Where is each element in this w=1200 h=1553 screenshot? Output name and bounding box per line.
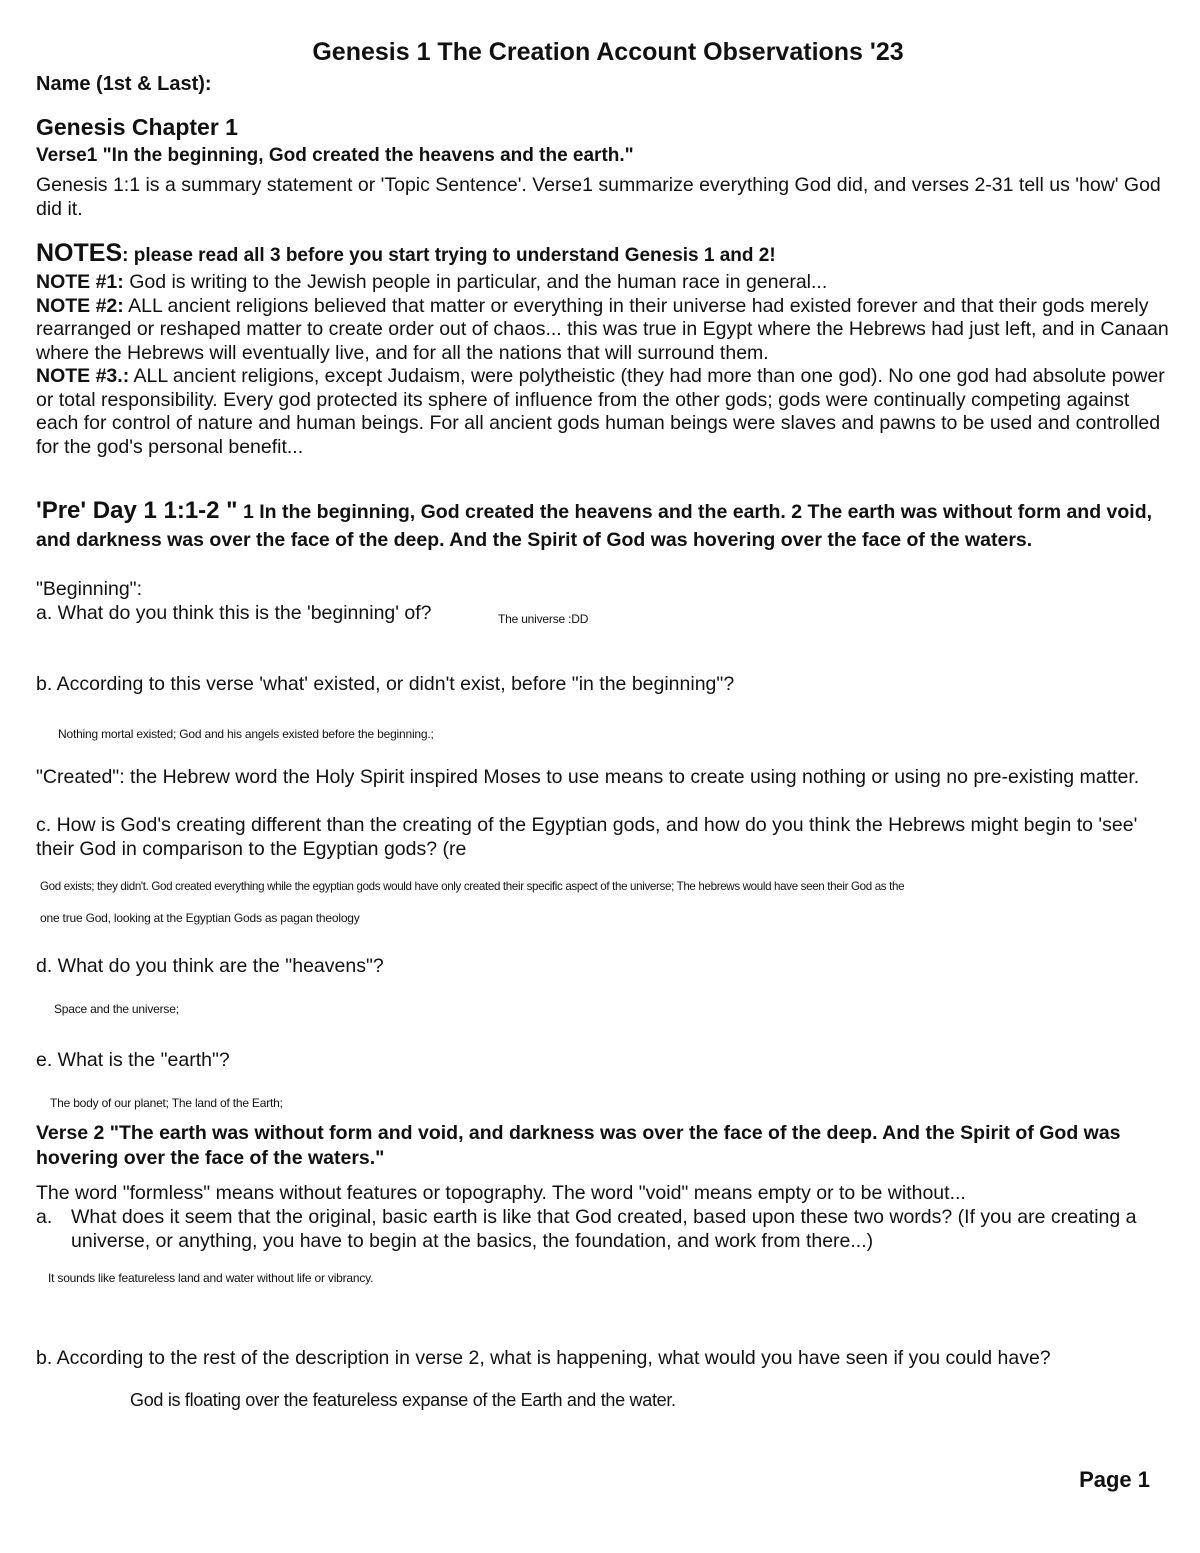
notes-heading-big: NOTES	[36, 239, 123, 267]
created-definition: "Created": the Hebrew word the Holy Spirit inspired Moses to use means to create using nothing or using no pre-existing matter.	[36, 766, 1140, 788]
note-3-label: NOTE #3.:	[36, 365, 130, 387]
verse2-answer-b: God is floating over the featureless expanse of the Earth and the water.	[130, 1390, 676, 1410]
document-title: Genesis 1 The Creation Account Observations '23	[312, 38, 904, 66]
note-1-text: God is writing to the Jewish people in particular, and the human race in general...	[123, 271, 828, 293]
answer-c-line2: one true God, looking at the Egyptian Gods as pagan theology	[40, 911, 360, 925]
answer-c-line1: God exists; they didn't. God created everything while the egyptian gods would have only created their specific aspect of the universe; The hebrews would have seen their God as the	[40, 880, 905, 893]
note-2-label: NOTE #2:	[36, 294, 124, 317]
summary-paragraph: Genesis 1:1 is a summary statement or 'Topic Sentence'. Verse1 summarize everything God did, and verses 2-31 tell us 'how' God did it.	[36, 174, 1161, 220]
question-c: c. How is God's creating different than the creating of the Egyptian gods, and how do you think the Hebrews might begin to 'see' their God in comparison to the Egyptian gods? (re	[36, 814, 1138, 860]
verse1-heading: Verse1 "In the beginning, God created the heavens and the earth."	[36, 145, 634, 166]
note-2-text: ALL ancient religions believed that matter or everything in their universe had existed forever and that their gods merely rearranged or reshaped matter to create order out of chaos... this was true in Egypt where the Hebrews had just left, and in Canaan where the Hebrews will eventually live, and for all the nations that will surround them.	[36, 294, 1169, 364]
verse2-question-b: b. According to the rest of the description in verse 2, what is happening, what would you have seen if you could have?	[36, 1347, 1051, 1369]
question-e: e. What is the "earth"?	[36, 1049, 230, 1071]
question-d: d. What do you think are the "heavens"?	[36, 955, 384, 977]
verse2-question-a-text: What does it seem that the original, basic earth is like that God created, based upon these two words? (If you are creating a universe, or anything, you have to begin at the basics, the foundation, and work from there...)	[71, 1206, 1137, 1252]
answer-d: Space and the universe;	[54, 1002, 179, 1016]
verse2-heading: Verse 2 "The earth was without form and void, and darkness was over the face of the deep. And the Spirit of God was hovering over the face of the waters."	[36, 1122, 1121, 1169]
verse2-answer-a: It sounds like featureless land and water without life or vibrancy.	[48, 1271, 374, 1285]
question-a: a. What do you think this is the 'beginning' of?	[36, 602, 432, 624]
pre-day-verse: 1 In the beginning, God created the heavens and the earth. 2 The earth was without form and void, and darkness was over the face of the deep. And the Spirit of God was hovering over the face of the waters.	[36, 501, 1153, 551]
note-1-label: NOTE #1:	[36, 271, 124, 293]
note-3	[36, 365, 1171, 459]
note-2	[36, 295, 1171, 366]
answer-b: Nothing mortal existed; God and his angels existed before the beginning.;	[58, 727, 434, 741]
chapter-heading: Genesis Chapter 1	[36, 114, 238, 140]
notes-section	[36, 238, 1171, 459]
notes-heading	[36, 238, 1171, 271]
notes-heading-rest: : please read all 3 before you start trying to understand Genesis 1 and 2!	[122, 245, 776, 266]
question-b: b. According to this verse 'what' existed, or didn't exist, before "in the beginning"?	[36, 673, 735, 695]
formless-definition: The word "formless" means without features or topography. The word "void" means empty or to be without...	[36, 1182, 966, 1204]
name-label: Name (1st & Last):	[36, 73, 212, 95]
list-marker: a.	[36, 1206, 53, 1228]
answer-a: The universe :DD	[498, 612, 589, 626]
pre-day-heading	[36, 498, 1176, 555]
note-1	[36, 271, 1171, 295]
pre-day-title: 'Pre' Day 1 1:1-2 "	[36, 497, 238, 524]
beginning-label: "Beginning":	[36, 578, 143, 600]
note-3-text: ALL ancient religions, except Judaism, were polytheistic (they had more than one god). No one god had absolute power or total responsibility. Every god protected its sphere of influence from the other gods; gods were continually competing against each for control of nature and human beings. For all ancient gods human beings were slaves and pawns to be used and controlled for the god's personal benefit...	[36, 365, 1165, 458]
answer-e: The body of our planet; The land of the Earth;	[50, 1096, 283, 1110]
page-number: Page 1	[1079, 1467, 1150, 1492]
